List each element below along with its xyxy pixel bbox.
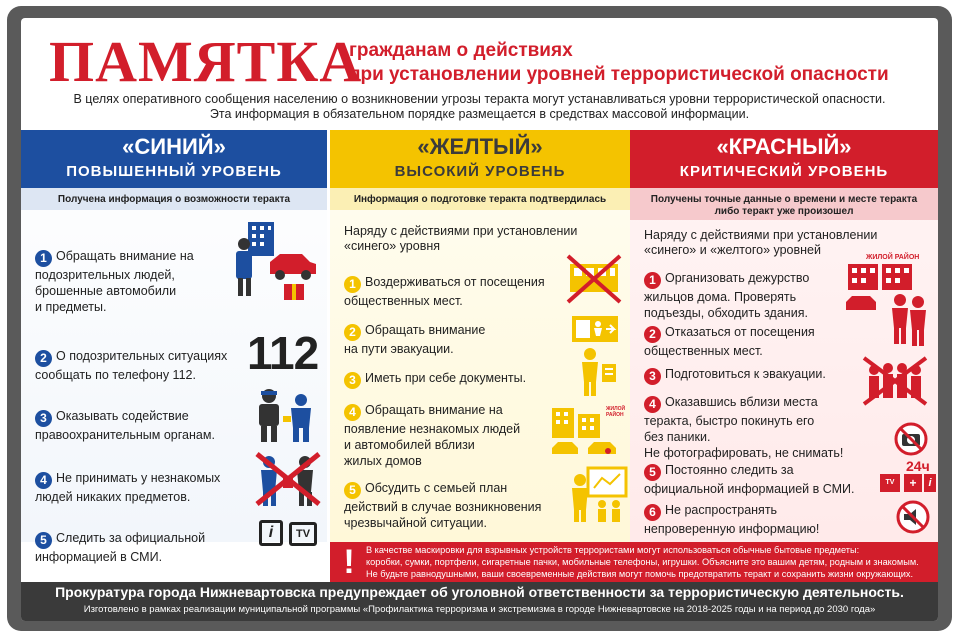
item-number: 3 [35, 410, 52, 427]
item-text-line: действий в случае возникновения [344, 500, 542, 514]
item-number: 6 [644, 504, 661, 521]
item-number: 3 [344, 372, 361, 389]
blue-level-column [21, 130, 330, 564]
red-note-line: либо теракт уже произошел [714, 206, 854, 217]
item-text-line: О подозрительных ситуациях [56, 349, 228, 363]
warning-line: коробки, сумки, портфели, сигаретные пачки, мобильные телефоны, игрушки. Объясните это вашим детям, родным и знакомым. [366, 557, 919, 567]
hours-24-label: 24ч [906, 458, 930, 474]
no-stranger-items-icon [253, 450, 323, 508]
no-photo-icon [894, 422, 928, 456]
item-number: 2 [644, 326, 661, 343]
red-level-note [630, 188, 938, 220]
item-text-line: Постоянно следить за [665, 463, 794, 477]
item-text-line: появление незнакомых людей [344, 422, 521, 436]
police-officers-icon [251, 388, 321, 444]
item-text-line: Обращать внимание [365, 323, 486, 337]
info-icon: i [924, 474, 936, 492]
blue-level-header [21, 130, 327, 188]
item-text-line: чрезвычайной ситуации. [344, 516, 488, 530]
yellow-item-1 [344, 274, 545, 309]
poster-subtitle-line1: гражданам о действиях [349, 40, 573, 61]
item-text-line: и предметы. [35, 300, 107, 314]
poster-frame [7, 6, 952, 631]
red-item-5 [644, 462, 854, 497]
yellow-level-description: ВЫСОКИЙ УРОВЕНЬ [394, 163, 566, 180]
item-number: 2 [35, 350, 52, 367]
blue-level-description: ПОВЫШЕННЫЙ УРОВЕНЬ [66, 163, 282, 180]
emergency-phone-112: 112 [247, 327, 319, 379]
lead-line: Наряду с действиями при установлении [644, 228, 878, 242]
item-text-line: подозрительных людей, [35, 268, 175, 282]
item-number: 4 [344, 404, 361, 421]
lead-line: Наряду с действиями при установлении [344, 224, 578, 238]
item-number: 5 [344, 482, 361, 499]
blue-level-note: Получена информация о возможности теракта [21, 188, 327, 210]
item-text-line: Обращать внимание на [365, 403, 503, 417]
item-text-line: брошенные автомобили [35, 284, 177, 298]
item-text-line: Отказаться от посещения [665, 325, 815, 339]
item-number: 2 [344, 324, 361, 341]
footer-program: Изготовлено в рамках реализации муниципальной программы «Профилактика терроризма и экстремизма в городе Нижневартовске на 2018-2025 годы и на период до 2030 года» [83, 604, 876, 615]
red-item-3 [644, 366, 826, 385]
item-text-line: информацией в СМИ. [35, 550, 163, 564]
blue-item-5 [35, 530, 205, 565]
item-number: 5 [35, 532, 52, 549]
item-text-line: Не принимать у незнакомых [56, 471, 221, 485]
warning-box [330, 542, 938, 582]
item-text-line: официальной информацией в СМИ. [644, 482, 855, 496]
family-plan-board-icon [566, 466, 628, 522]
item-text-line: общественных мест. [344, 294, 463, 308]
red-lead [644, 228, 877, 258]
yellow-item-2 [344, 322, 485, 357]
yellow-item-5 [344, 480, 541, 531]
item-text-line: подъезды, обходить здания. [644, 306, 808, 320]
item-number: 1 [35, 250, 52, 267]
item-text-line: людей никаких предметов. [35, 490, 191, 504]
suspicious-person-car-icon [226, 222, 318, 306]
item-text-line: Оказывать содействие [56, 409, 189, 423]
lead-line: «синего» и «желтого» уровней [644, 243, 821, 257]
intro-line2: Эта информация в обязательном порядке размещается в средствах массовой информации. [209, 107, 750, 121]
yellow-level-column [330, 130, 630, 542]
yellow-lead [344, 224, 577, 254]
red-item-6 [644, 502, 819, 537]
warning-mark: ! [343, 543, 355, 581]
intro-line1: В целях оперативного сообщения населению о возникновении угрозы теракта могут устанавливаться уровни террористической опасности. [73, 92, 886, 106]
item-text-line: Следить за официальной [56, 531, 206, 545]
residential-patrol-icon [844, 264, 930, 346]
item-text-line: Иметь при себе документы. [365, 371, 527, 385]
red-note-line: Получены точные данные о времени и месте теракта [650, 194, 918, 205]
crossed-public-place-icon [566, 254, 622, 304]
item-number: 1 [644, 272, 661, 289]
blue-item-1 [35, 248, 194, 315]
blue-item-4 [35, 470, 220, 505]
red-item-4 [644, 394, 843, 461]
red-item-2 [644, 324, 815, 359]
item-text-line: жилых домов [344, 454, 422, 468]
blue-level-name: «СИНИЙ» [122, 134, 226, 159]
item-text-line: сообщать по телефону 112. [35, 368, 196, 382]
item-text-line: общественных мест. [644, 344, 763, 358]
footer-warning: Прокуратура города Нижневартовска предупреждает об уголовной ответственности за террористическую деятельность. [55, 584, 904, 600]
item-number: 4 [35, 472, 52, 489]
residential-area-label: ЖИЛОЙ РАЙОН [606, 406, 626, 418]
residential-area-label: ЖИЛОЙ РАЙОН [866, 254, 920, 261]
tv-icon: TV [289, 522, 317, 546]
item-text-line: и автомобилей вблизи [344, 438, 475, 452]
item-text-line: Не фотографировать, не снимать! [644, 446, 844, 460]
yellow-level-name: «ЖЕЛТЫЙ» [417, 134, 543, 159]
item-text-line: без паники. [644, 430, 711, 444]
item-text-line: Оказавшись вблизи места [665, 395, 818, 409]
lead-line: «синего» уровня [344, 239, 441, 253]
item-number: 1 [344, 276, 361, 293]
plus-icon: + [904, 474, 922, 492]
yellow-item-4 [344, 402, 520, 469]
blue-item-2 [35, 348, 227, 383]
item-number: 5 [644, 464, 661, 481]
item-text-line: Обращать внимание на [56, 249, 194, 263]
item-text-line: теракта, быстро покинуть его [644, 414, 815, 428]
red-level-description: КРИТИЧЕСКИЙ УРОВЕНЬ [679, 163, 889, 180]
item-text-line: непроверенную информацию! [644, 522, 820, 536]
item-text-line: Подготовиться к эвакуации. [665, 367, 826, 381]
crossed-crowd-icon [862, 356, 928, 406]
evacuation-exit-icon [572, 316, 618, 342]
no-rumors-icon [896, 500, 930, 534]
yellow-level-header [330, 130, 630, 188]
red-level-header [630, 130, 938, 188]
tv-icon: TV [880, 474, 900, 492]
item-text-line: на пути эвакуации. [344, 342, 454, 356]
yellow-item-3 [344, 370, 526, 389]
poster [21, 18, 938, 621]
item-text-line: правоохранительным органам. [35, 428, 215, 442]
warning-line: Не будьте равнодушными, ваши своевременные действия могут помочь предотвратить теракт и сохранить жизни окружающих. [366, 569, 914, 579]
item-number: 3 [644, 368, 661, 385]
red-level-name: «КРАСНЫЙ» [716, 134, 852, 159]
item-text-line: Организовать дежурство [665, 271, 810, 285]
poster-title: ПАМЯТКА [49, 29, 363, 94]
poster-subtitle-line2: при установлении уровней террористической опасности [349, 64, 889, 85]
item-number: 4 [644, 396, 661, 413]
poster-header [21, 18, 938, 130]
red-item-1 [644, 270, 809, 321]
item-text-line: Не распространять [665, 503, 778, 517]
item-text-line: жильцов дома. Проверять [644, 290, 797, 304]
documents-person-icon [574, 346, 620, 396]
blue-item-3 [35, 408, 215, 443]
footer [21, 582, 938, 621]
item-text-line: Обсудить с семьей план [365, 481, 508, 495]
yellow-level-note: Информация о подготовке теракта подтвердилась [330, 188, 630, 210]
item-text-line: Воздерживаться от посещения [365, 275, 545, 289]
info-icon: i [259, 520, 283, 546]
red-level-column [630, 130, 938, 542]
warning-line: В качестве маскировки для взрывных устройств террористами могут использоваться обычные бытовые предметы: [366, 545, 860, 555]
